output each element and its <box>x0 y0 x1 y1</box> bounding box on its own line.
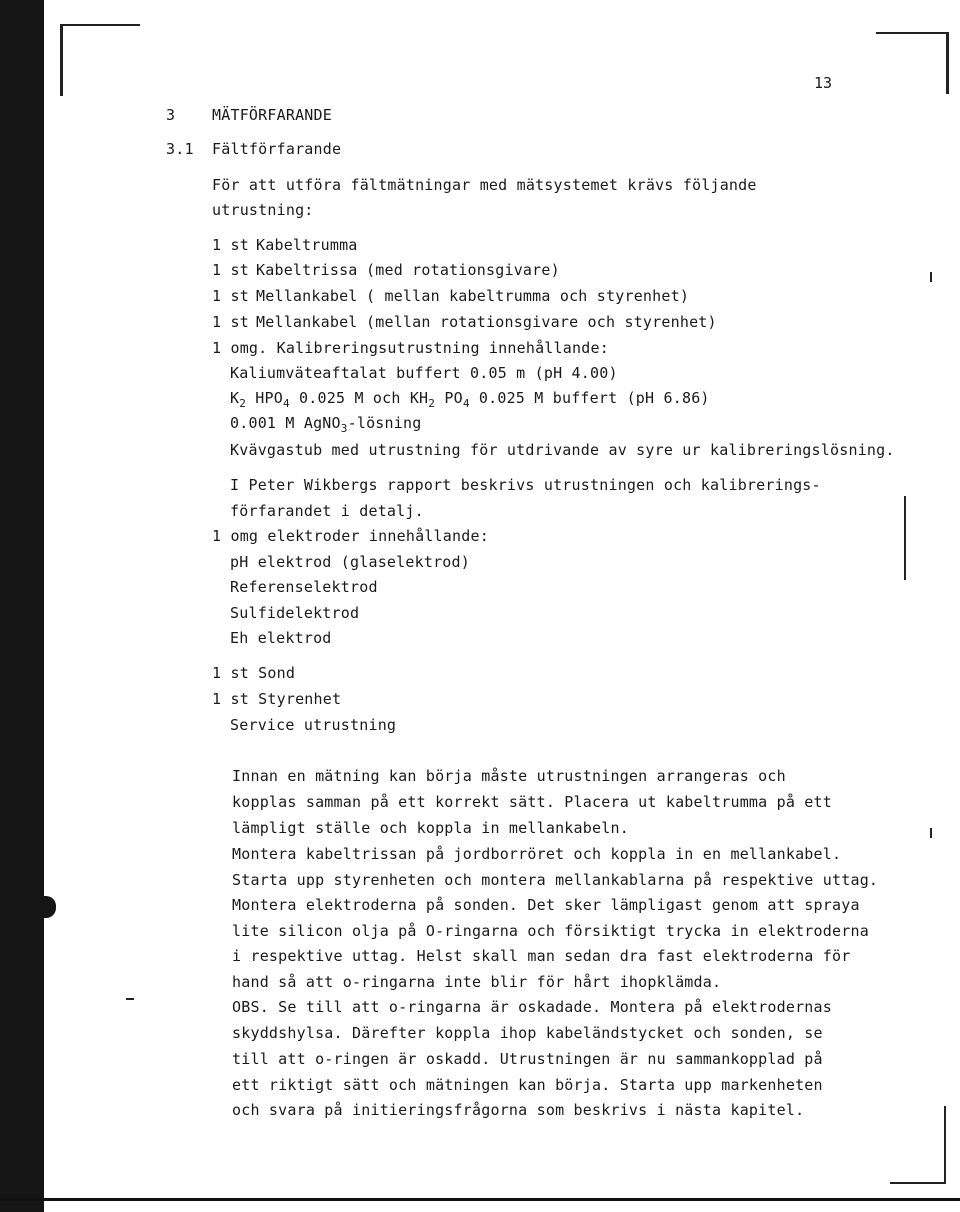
other-item: 1 st Styrenhet <box>212 690 342 708</box>
procedure-line: OBS. Se till att o-ringarna är oskadade. Montera på elektrodernas <box>232 998 832 1016</box>
electrode-item: Sulfidelektrod <box>230 604 360 622</box>
intro-line: utrustning: <box>212 201 314 219</box>
margin-tick <box>930 272 932 282</box>
procedure-line: kopplas samman på ett korrekt sätt. Placera ut kabeltrumma på ett <box>232 793 832 811</box>
procedure-line: hand så att o-ringarna inte blir för hårt ihopklämda. <box>232 973 722 991</box>
equipment-note: (med rotationsgivare) <box>366 261 560 279</box>
other-item: Service utrustning <box>230 716 397 734</box>
page-number: 13 <box>813 74 832 92</box>
intro-line: För att utföra fältmätningar med mätsystemet krävs följande <box>212 176 757 194</box>
procedure-line: Montera elektroderna på sonden. Det sker lämpligast genom att spraya <box>232 896 860 914</box>
corner-mark-top-right <box>876 32 948 34</box>
calibration-buffer-2: $K_2$ $HPO_4$ 0.025 M och $KH_2$ $PO_4$ 0.025 M buffert (pH 6.86) <box>230 389 710 410</box>
procedure-line: och svara på initieringsfrågorna som beskrivs i nästa kapitel. <box>232 1101 805 1119</box>
calibration-reference: förfarandet i detalj. <box>230 502 424 520</box>
procedure-line: lämpligt ställe och koppla in mellankabeln. <box>232 819 629 837</box>
procedure-line: i respektive uttag. Helst skall man sedan dra fast elektroderna för <box>232 947 851 965</box>
procedure-line: Starta upp styrenheten och montera mellankablarna på respektive uttag. <box>232 871 879 889</box>
procedure-line: till att o-ringen är oskadd. Utrustningen är nu sammankopplad på <box>232 1050 823 1068</box>
margin-dash <box>126 998 134 1000</box>
section-title: MÄTFÖRFARANDE <box>212 106 332 124</box>
corner-mark-top-left <box>60 24 63 96</box>
equipment-note: (mellan rotationsgivare och styrenhet) <box>366 313 717 331</box>
calibration-nitrogen: Kvävgastub med utrustning för utdrivande av syre ur kalibreringslösning. <box>230 441 895 459</box>
equipment-name: Mellankabel <box>256 313 358 331</box>
equipment-name: Kabeltrumma <box>256 236 358 254</box>
corner-mark-top-right <box>946 32 949 94</box>
other-item: 1 st Sond <box>212 664 296 682</box>
calibration-header: 1 omg. Kalibreringsutrustning innehållande: <box>212 339 609 357</box>
procedure-line: Montera kabeltrissan på jordborröret och koppla in en mellankabel. <box>232 845 842 863</box>
subsection-title: Fältförfarande <box>212 140 342 158</box>
calibration-buffer-1: Kaliumväteaftalat buffert 0.05 m (pH 4.00) <box>230 364 618 382</box>
corner-mark-bottom-right <box>944 1106 946 1182</box>
margin-bracket <box>904 496 906 580</box>
equipment-name: Mellankabel <box>256 287 358 305</box>
bottom-rule <box>0 1198 960 1201</box>
corner-mark-top-left <box>60 24 140 26</box>
equipment-qty: 1 st <box>212 261 249 279</box>
calibration-reference: I Peter Wikbergs rapport beskrivs utrustningen och kalibrerings- <box>230 476 821 494</box>
equipment-qty: 1 st <box>212 236 249 254</box>
scan-edge-notch <box>40 896 56 918</box>
equipment-note: ( mellan kabeltrumma och styrenhet) <box>366 287 690 305</box>
section-number: 3 <box>166 106 176 124</box>
equipment-name: Kabeltrissa <box>256 261 358 279</box>
electrode-item: Eh elektrod <box>230 629 332 647</box>
electrode-item: Referenselektrod <box>230 578 378 596</box>
procedure-line: skyddshylsa. Därefter koppla ihop kabeländstycket och sonden, se <box>232 1024 823 1042</box>
equipment-qty: 1 st <box>212 313 249 331</box>
scan-edge-bar <box>0 0 44 1212</box>
equipment-qty: 1 st <box>212 287 249 305</box>
margin-tick <box>930 828 932 838</box>
electrodes-header: 1 omg elektroder innehållande: <box>212 527 489 545</box>
calibration-silver-nitrate: 0.001 M AgNO$_3$-lösning <box>230 414 422 435</box>
subsection-number: 3.1 <box>166 140 194 158</box>
procedure-line: Innan en mätning kan börja måste utrustningen arrangeras och <box>232 767 786 785</box>
procedure-line: ett riktigt sätt och mätningen kan börja. Starta upp markenheten <box>232 1076 823 1094</box>
procedure-line: lite silicon olja på O-ringarna och försiktigt trycka in elektroderna <box>232 922 869 940</box>
corner-mark-bottom-right <box>890 1182 946 1184</box>
electrode-item: pH elektrod (glaselektrod) <box>230 553 470 571</box>
